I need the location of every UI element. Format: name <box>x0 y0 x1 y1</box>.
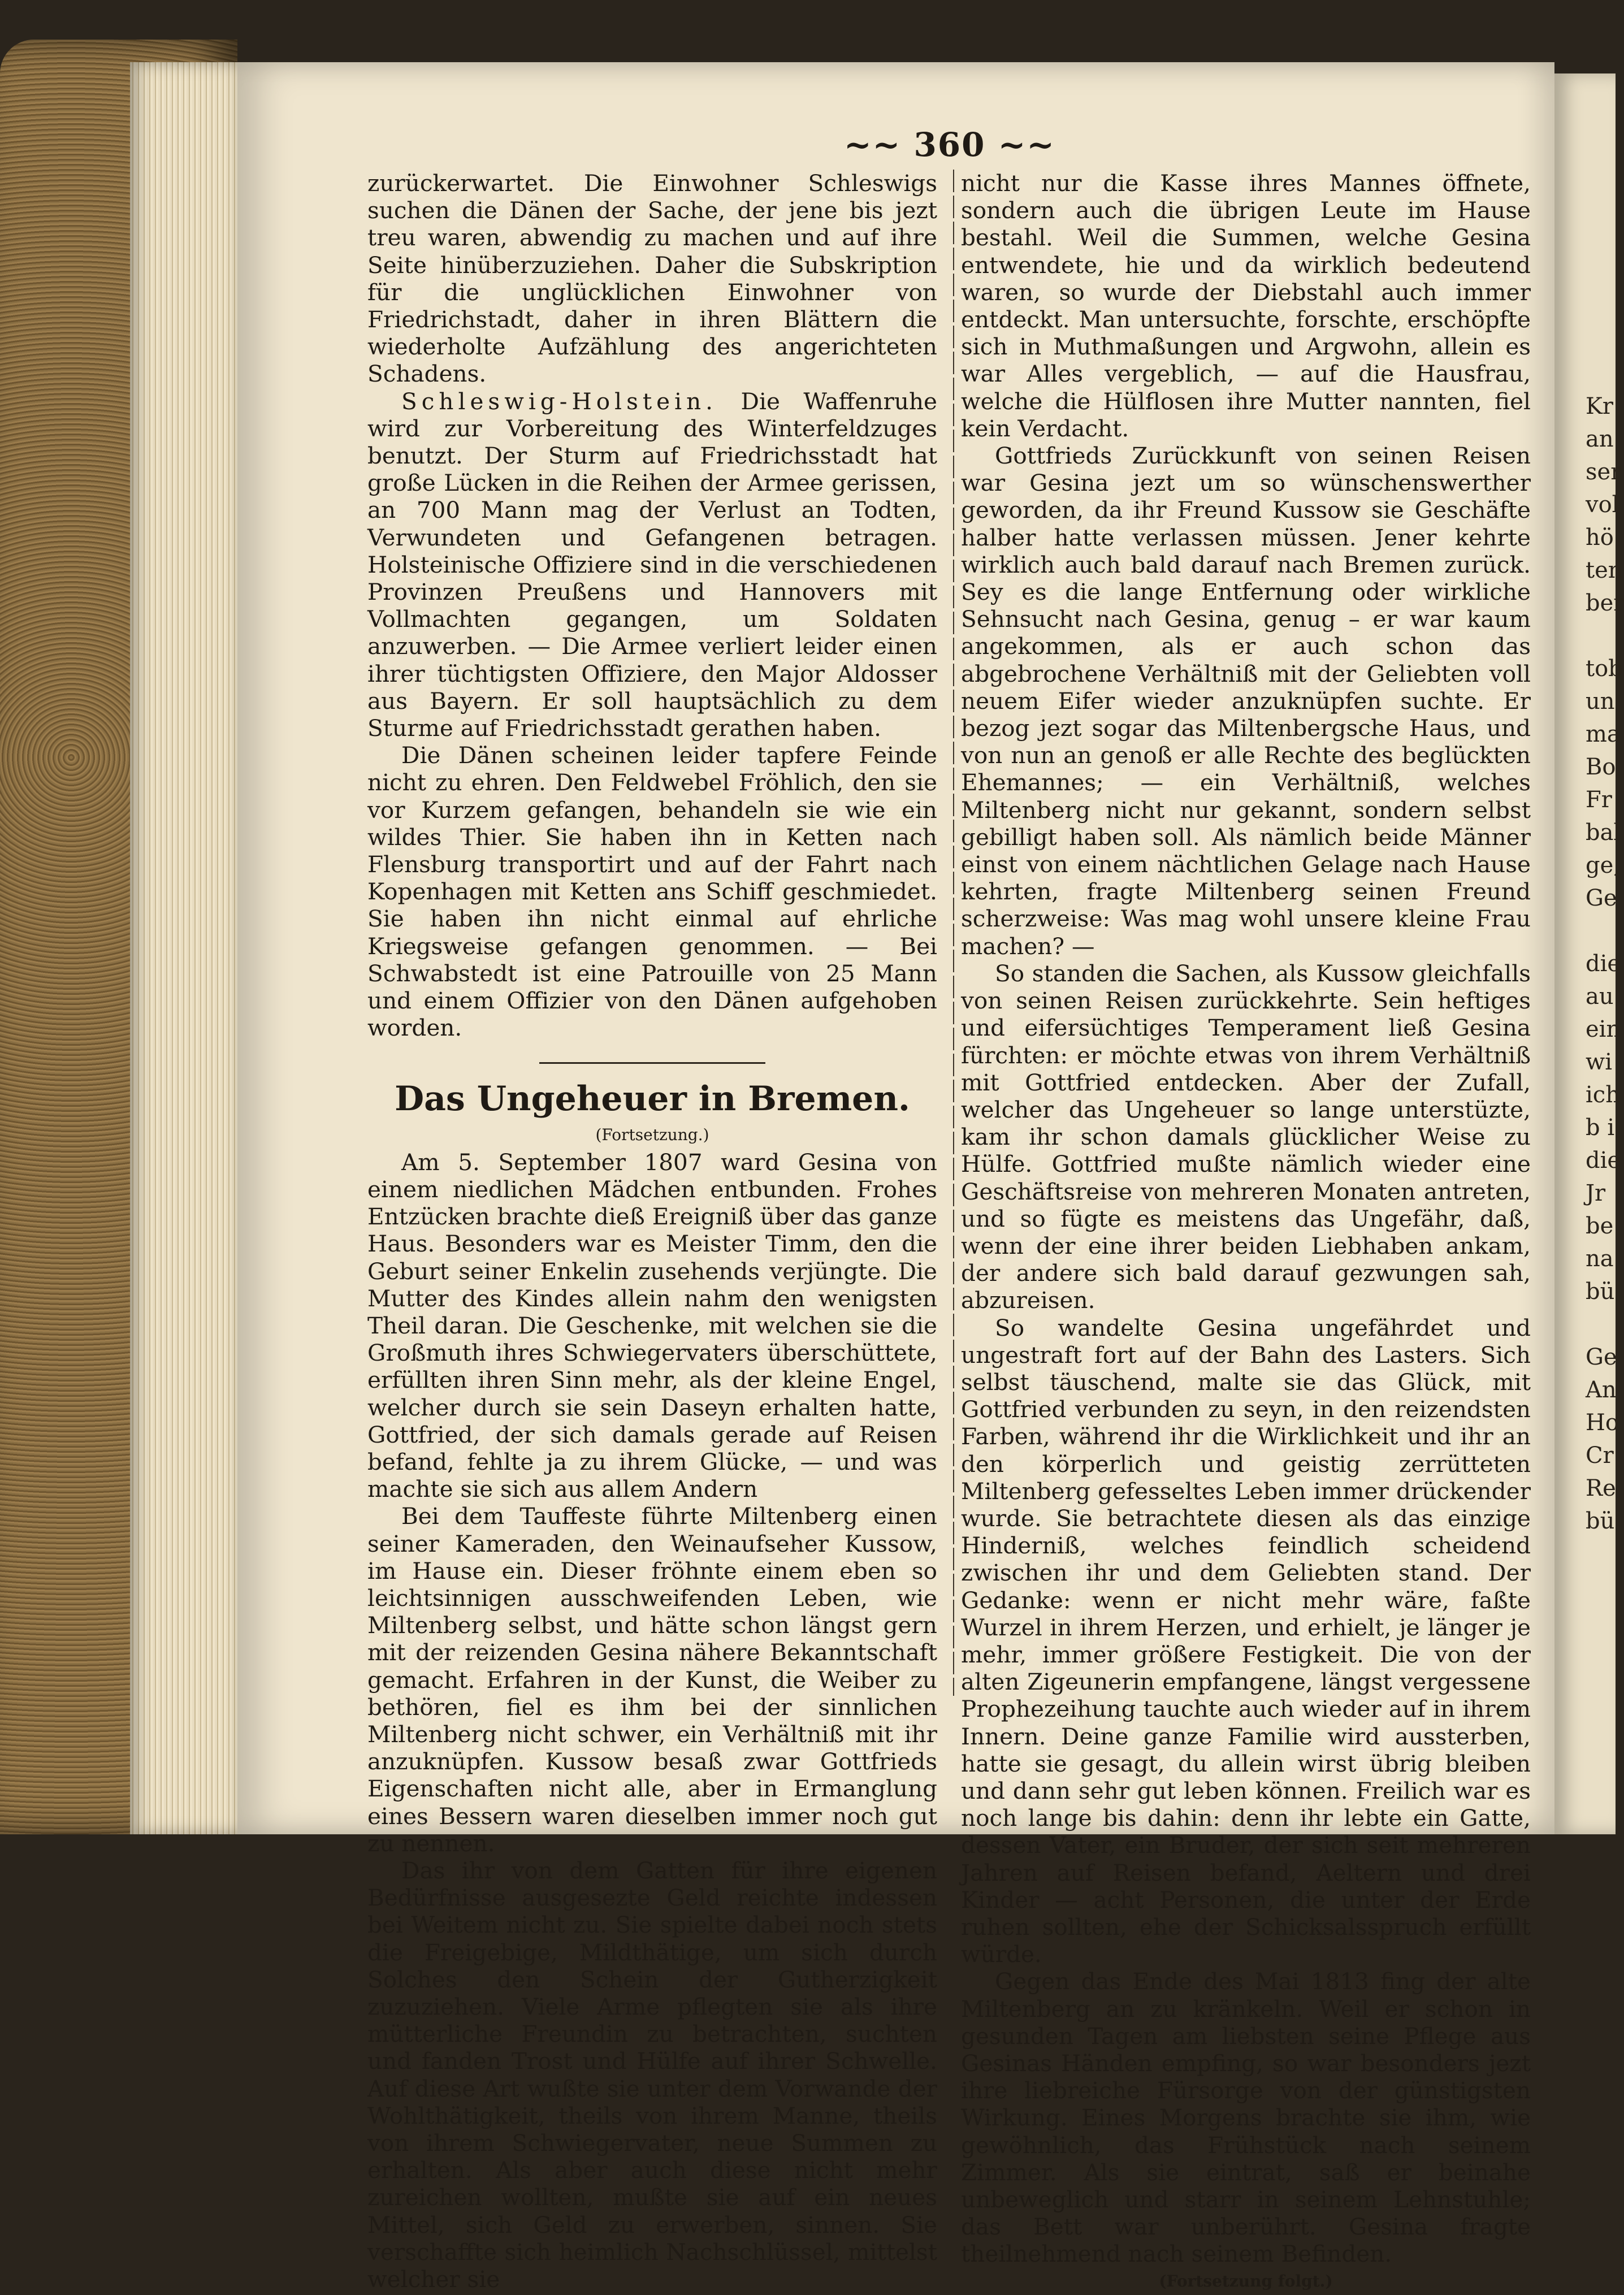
article-paragraph-2: Bei dem Tauffeste führte Miltenberg einen seiner Kameraden, den Weinaufseher Kussow, im Hause ein. Dieser fröhnte einem eben so leichtsinnigen ausschweifenden Leben, wie Miltenberg selbst, und hätte schon längst gern mit der reizenden Gesina nähere Bekanntschaft gemacht. Erfahren in der Kunst, die Weiber zu bethören, fiel es ihm bei der sinnlichen Miltenberg nicht schwer, ein Verhältniß mit ihr anzuknüpfen. Kussow besaß zwar Gottfrieds Eigenschaften nicht alle, aber in Ermanglung eines Bessern waren dieselben immer noch gut zu nennen. <box>367 1502 937 1857</box>
article-paragraph-4: nicht nur die Kasse ihres Mannes öffnete, sondern auch die übrigen Leute im Hause bestahl. Weil die Summen, welche Gesina entwendete, hie und da wirklich bedeutend waren, so wurde der Diebstahl auch immer entdeckt. Man untersuchte, forschte, erschöpfte sich in Muthmaßungen und Argwohn, allein es war Alles vergeblich, — auf die Hausfrau, welche die Hülflosen ihre Mutter nannten, fiel kein Verdacht. <box>961 170 1531 442</box>
next-page-fragment <box>1554 620 1616 652</box>
news-paragraph-2-body: Die Waffenruhe wird zur Vorbereitung des Winterfeldzuges benutzt. Der Sturm auf Friedrichsstadt hat große Lücken in die Reihen der Armee gerissen, an 700 Mann mag der Verlust an Todten, Verwundeten und Gefangenen betragen. Holsteinische Offiziere sind in die verschiedenen Provinzen Preußens und Hannovers mit Vollmachten gegangen, um Soldaten anzuwerben. — Die Armee verliert leider einen ihrer tüchtigsten Offiziere, den Major Aldosser aus Bayern. Er soll hauptsächlich zu dem Sturme auf Friedrichsstadt gerathen haben. <box>367 387 937 742</box>
next-page-fragment: Kr <box>1586 393 1614 419</box>
next-page-fragment: tob <box>1586 656 1623 682</box>
column-divider <box>953 170 954 1696</box>
article-title: Das Ungeheuer in Bremen. <box>395 1079 910 1119</box>
next-page-fragment: bal <box>1586 820 1621 846</box>
page-header <box>837 125 1063 164</box>
next-page-fragment: Jr <box>1586 1180 1606 1206</box>
article-paragraph-8: Gegen das Ende des Mai 1813 fing der alte Miltenberg an zu kränkeln. Weil er schon in gesunden Tagen am liebsten seine Pflege aus Gesinas Händen empfing, so war besonders jezt ihre liebreiche Fürsorge von der günstigsten Wirkung. Eines Morgens brachte sie ihm, wie gewöhnlich, das Frühstück nach seinem Zimmer. Als sie eintrat, saß er beinahe unbeweglich und starr in seinem Lehnstuhle; das Bett war unberührt. Gesina fragte theilnehmend nach seinem Befinden. <box>961 1968 1531 2268</box>
article-paragraph-1: Am 5. September 1807 ward Gesina von einem niedlichen Mädchen entbunden. Frohes Entzücken brachte dieß Ereigniß über das ganze Haus. Besonders war es Meister Timm, den die Geburt seiner Enkelin zusehends verjüngte. Die Mutter des Kindes allein nahm den wenigsten Theil daran. Die Geschenke, mit welchen sie die Großmuth ihres Schwiegervaters überschüttete, erfüllten ihren Sinn mehr, als der kleine Engel, welcher durch sie sein Daseyn erhalten hatte, Gottfried, der sich damals gerade auf Reisen befand, fehlte ja zu ihrem Glücke, — und was machte sie sich aus allem Andern <box>367 1148 937 1503</box>
article-paragraph-6: So standen die Sachen, als Kussow gleichfalls von seinen Reisen zurückkehrte. Sein heftiges und eifersüchtiges Temperament ließ Gesina fürchten: er möchte etwas von ihrem Verhältniß mit Gottfried entdecken. Aber der Zufall, welcher das Ungeheuer so lange unterstüzte, kam ihr schon damals glücklicher Weise zu Hülfe. Gottfried mußte nämlich wieder eine Geschäftsreise von mehreren Monaten antreten, und so fügte es meistens das Ungefähr, daß, wenn der eine ihrer beiden Liebhaben ankam, der andere sich bald darauf gezwungen sah, abzureisen. <box>961 959 1531 1314</box>
news-lead-schleswig-holstein: Schleswig-Holstein. <box>401 387 718 415</box>
page-number: 360 <box>913 125 986 164</box>
section-divider <box>539 1062 765 1064</box>
header-ornament-right: ~~ <box>998 125 1055 164</box>
next-page-fragment: Ge <box>1586 1344 1617 1370</box>
article-paragraph-7: So wandelte Gesina ungefährdet und ungestraft fort auf der Bahn des Lasters. Sich selbst täuschend, malte sie das Glück, mit Gottfried verbunden zu seyn, in den reizendsten Farben, während ihr die Wirklichkeit und ihr an den körperlich und geistig zerrütteten Miltenberg gefesseltes Leben immer drückender wurde. Sie betrachtete diesen als das einzige Hinderniß, welches feindlich scheidend zwischen ihr und dem Geliebten stand. Der Gedanke: wenn er nicht mehr wäre, faßte Wurzel in ihrem Herzen, und erhielt, je länger je mehr, immer größere Festigkeit. Die von der alten Zigeunerin empfangene, längst vergessene Prophezeihung tauchte auch wieder auf in ihrem Innern. Deine ganze Familie wird aussterben, hatte sie gesagt, du allein wirst übrig bleiben und dann sehr gut leben können. Freilich war es noch lange bis dahin: denn ihr lebte ein Gatte, dessen Vater, ein Bruder, der sich seit mehreren Jahren auf Reisen befand, Aeltern und drei Kinder — acht Personen, die unter der Erde ruhen sollten, ehe der Schicksalsspruch erfüllt würde. <box>961 1314 1531 1968</box>
next-page-fragments <box>1554 73 1624 1538</box>
next-page-fragment: ich <box>1586 1082 1620 1108</box>
next-page-fragment: ser <box>1586 459 1622 485</box>
next-page-fragment: wi <box>1586 1049 1613 1075</box>
left-column <box>367 170 937 2293</box>
next-page-fragment: die <box>1586 1148 1621 1174</box>
next-page-fragment: Re <box>1586 1475 1616 1501</box>
next-page-fragment: ein <box>1586 1016 1621 1042</box>
article-subtitle: (Fortsetzung.) <box>595 1125 709 1144</box>
page-edges <box>130 62 237 1834</box>
next-page-fragment: ber <box>1586 590 1624 616</box>
continuation-note: (Fortsetzung folgt.) <box>1159 2271 1333 2290</box>
next-page-fragment: au <box>1586 984 1614 1010</box>
article-paragraph-5: Gottfrieds Zurückkunft von seinen Reisen war Gesina jezt um so wünschenswerther geworden, da ihr Freund Kussow sie Geschäfte halber hatte verlassen müssen. Jener kehrte wirklich auch bald darauf nach Bremen zurück. Sey es die lange Entfernung oder wirkliche Sehnsucht nach Gesina, genug – er war kaum angekommen, als er auch schon das abgebrochene Verhältniß mit der Geliebten voll neuem Eifer wieder anzuknüpfen suchte. Er bezog jezt sogar das Miltenbergsche Haus, und von nun an genoß er alle Rechte des beglückten Ehemannes; — ein Verhältniß, welches Miltenberg nicht nur gekannt, sondern selbst gebilligt haben soll. Als nämlich beide Männer einst von einem nächtlichen Gelage nach Hause kehrten, fragte Miltenberg seinen Freund scherzweise: Was mag wohl unsere kleine Frau machen? — <box>961 442 1531 960</box>
news-paragraph-3: Die Dänen scheinen leider tapfere Feinde nicht zu ehren. Den Feldwebel Fröhlich, den sie vor Kurzem gefangen, behandeln sie wie ein wildes Thier. Sie haben ihn in Ketten nach Flensburg transportirt und auf der Fahrt nach Kopenhagen mit Ketten ans Schiff geschmiedet. Sie haben ihn nicht einmal auf ehrliche Kriegsweise gefangen genommen. — Bei Schwabstedt ist eine Patrouille von 25 Mann und einem Offizier von den Dänen aufgehoben worden. <box>367 742 937 1042</box>
next-page-fragment: die <box>1586 951 1621 977</box>
next-page-fragment: un <box>1586 688 1615 715</box>
next-page-fragment: Cr <box>1586 1443 1614 1469</box>
news-paragraph-2 <box>367 388 937 742</box>
next-page-fragment <box>1554 915 1616 947</box>
next-page-strip <box>1554 73 1624 1834</box>
next-page-fragment: Ge <box>1586 885 1617 911</box>
next-page-fragment: Ho <box>1586 1410 1619 1436</box>
next-page-fragment: Bo <box>1586 754 1616 780</box>
next-page-fragment: na <box>1586 1246 1614 1272</box>
next-page-fragment: be <box>1586 1213 1614 1239</box>
next-page-fragment: b i <box>1586 1115 1615 1141</box>
news-paragraph-1: zurückerwartet. Die Einwohner Schleswigs suchen die Dänen der Sache, der jene bis jezt treu waren, abwendig zu machen und auf ihre Seite hinüberzuziehen. Daher die Subskription für die unglücklichen Einwohner von Friedrichstadt, daher in ihren Blättern die wiederholte Aufzählung des angerichteten Schadens. <box>367 170 937 388</box>
right-column <box>961 170 1531 2295</box>
next-page-fragment: ge, <box>1586 852 1621 878</box>
next-page-fragment: hö <box>1586 525 1614 551</box>
next-page-fragment: ten <box>1586 557 1623 583</box>
next-page-fragment: ma <box>1586 721 1621 747</box>
article-paragraph-3: Das ihr von dem Gatten für ihre eigenen Bedürfnisse ausgesezte Geld reichte indessen bei Weitem nicht zu. Sie spielte dabei noch stets die Freigebige, Mildthätige, um sich durch Solches den Schein der Gutherzigkeit zuzuziehen. Viele Arme pflegten sie als ihre mütterliche Freundin zu betrachten, suchten und fanden Trost und Hülfe auf ihrer Schwelle. Auf diese Art wußte sie unter dem Vorwande der Wohlthätigkeit, theils von ihrem Manne, theils von ihrem Schwiegervater, neue Summen zu erhalten. Als aber auch diese nicht mehr zureichen wollten, mußte sie auf ein neues Mittel, sich Geld zu erwerben, sinnen. Sie verschaffte sich heimlich Nachschlüssel, mittelst welcher sie <box>367 1856 937 2293</box>
next-page-fragment: bü <box>1586 1508 1615 1534</box>
next-page-fragment: vol <box>1586 492 1619 518</box>
next-page-fragment: An <box>1586 1377 1617 1403</box>
header-ornament-left: ~~ <box>844 125 902 164</box>
next-page-fragment: Fr <box>1586 787 1612 813</box>
next-page-fragment: bü <box>1586 1279 1615 1305</box>
next-page-fragment: an <box>1586 426 1614 452</box>
next-page-fragment <box>1554 1308 1616 1341</box>
